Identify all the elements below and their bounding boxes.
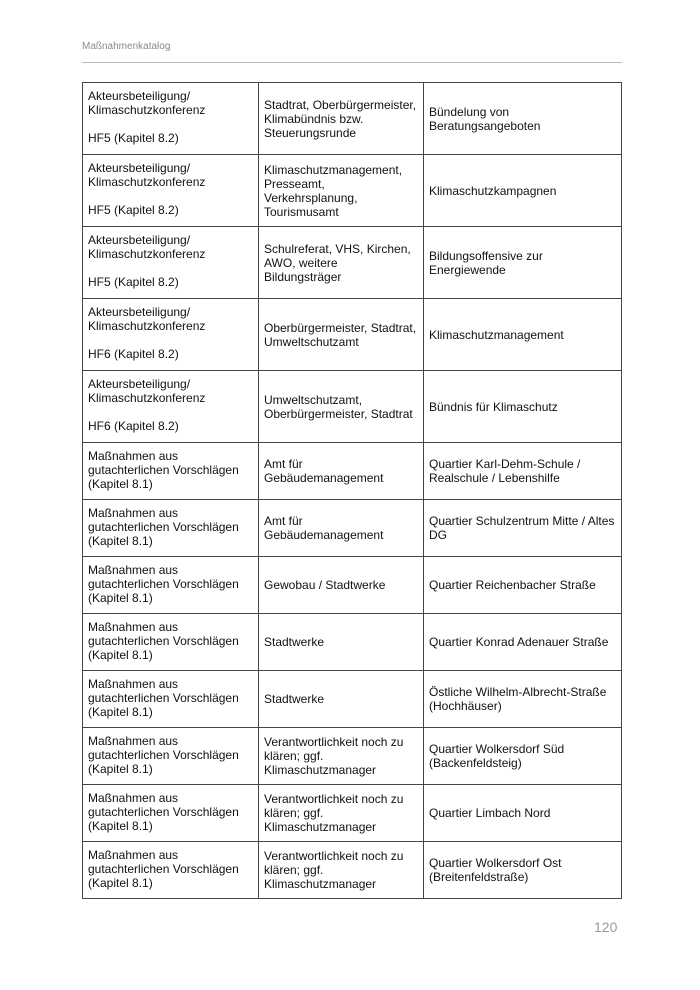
cell-measure: Bündelung von Beratungsangeboten xyxy=(424,83,622,155)
category-text: Akteursbeteiligung/ Klimaschutzkonferenz xyxy=(88,377,206,405)
cell-category xyxy=(83,83,259,155)
table-row xyxy=(83,557,622,614)
category-text: Akteursbeteiligung/ Klimaschutzkonferenz xyxy=(88,161,206,189)
cell-measure: Quartier Reichenbacher Straße xyxy=(424,557,622,614)
cell-category xyxy=(83,671,259,728)
table-row xyxy=(83,155,622,227)
page-number: 120 xyxy=(594,919,618,935)
category-text: Maßnahmen aus gutachterlichen Vorschlägen (Kapitel 8.1) xyxy=(88,734,239,776)
table-row xyxy=(83,614,622,671)
measures-table-body xyxy=(83,83,622,899)
table-row xyxy=(83,443,622,500)
cell-measure: Klimaschutzkampagnen xyxy=(424,155,622,227)
cell-responsible: Stadtwerke xyxy=(259,671,424,728)
category-reference: HF6 (Kapitel 8.2) xyxy=(88,347,179,361)
cell-category xyxy=(83,227,259,299)
cell-responsible: Gewobau / Stadtwerke xyxy=(259,557,424,614)
cell-responsible: Amt für Gebäudemanagement xyxy=(259,500,424,557)
table-row xyxy=(83,371,622,443)
cell-category xyxy=(83,557,259,614)
category-text: Maßnahmen aus gutachterlichen Vorschlägen (Kapitel 8.1) xyxy=(88,563,239,605)
cell-measure: Quartier Karl-Dehm-Schule / Realschule / Lebenshilfe xyxy=(424,443,622,500)
cell-category xyxy=(83,500,259,557)
cell-measure: Klimaschutzmanagement xyxy=(424,299,622,371)
measures-table xyxy=(82,82,622,899)
cell-category xyxy=(83,728,259,785)
category-text: Maßnahmen aus gutachterlichen Vorschlägen (Kapitel 8.1) xyxy=(88,791,239,833)
cell-category xyxy=(83,299,259,371)
category-text: Maßnahmen aus gutachterlichen Vorschlägen (Kapitel 8.1) xyxy=(88,848,239,890)
category-text: Maßnahmen aus gutachterlichen Vorschlägen (Kapitel 8.1) xyxy=(88,449,239,491)
cell-responsible: Oberbürgermeister, Stadtrat, Umweltschutzamt xyxy=(259,299,424,371)
category-reference: HF5 (Kapitel 8.2) xyxy=(88,275,179,289)
table-row xyxy=(83,728,622,785)
category-text: Maßnahmen aus gutachterlichen Vorschlägen (Kapitel 8.1) xyxy=(88,620,239,662)
cell-responsible: Amt für Gebäudemanagement xyxy=(259,443,424,500)
table-row xyxy=(83,671,622,728)
cell-category xyxy=(83,614,259,671)
cell-category xyxy=(83,155,259,227)
cell-responsible: Schulreferat, VHS, Kirchen, AWO, weitere Bildungsträger xyxy=(259,227,424,299)
cell-measure: Östliche Wilhelm-Albrecht-Straße (Hochhäuser) xyxy=(424,671,622,728)
cell-category xyxy=(83,842,259,899)
cell-responsible: Stadtwerke xyxy=(259,614,424,671)
cell-responsible: Klimaschutzmanagement, Presseamt, Verkehrsplanung, Tourismusamt xyxy=(259,155,424,227)
cell-measure: Quartier Schulzentrum Mitte / Altes DG xyxy=(424,500,622,557)
cell-responsible: Verantwortlichkeit noch zu klären; ggf. Klimaschutzmanager xyxy=(259,842,424,899)
cell-measure: Quartier Konrad Adenauer Straße xyxy=(424,614,622,671)
cell-category xyxy=(83,443,259,500)
cell-measure: Quartier Limbach Nord xyxy=(424,785,622,842)
table-row xyxy=(83,785,622,842)
table-row xyxy=(83,842,622,899)
category-text: Akteursbeteiligung/ Klimaschutzkonferenz xyxy=(88,233,206,261)
category-text: Maßnahmen aus gutachterlichen Vorschlägen (Kapitel 8.1) xyxy=(88,506,239,548)
cell-responsible: Verantwortlichkeit noch zu klären; ggf. Klimaschutzmanager xyxy=(259,728,424,785)
table-row xyxy=(83,227,622,299)
category-reference: HF5 (Kapitel 8.2) xyxy=(88,131,179,145)
table-row xyxy=(83,299,622,371)
category-text: Akteursbeteiligung/ Klimaschutzkonferenz xyxy=(88,89,206,117)
cell-category xyxy=(83,785,259,842)
category-reference: HF6 (Kapitel 8.2) xyxy=(88,419,179,433)
running-header: Maßnahmenkatalog xyxy=(82,41,171,52)
header-divider xyxy=(82,62,622,63)
cell-responsible: Verantwortlichkeit noch zu klären; ggf. Klimaschutzmanager xyxy=(259,785,424,842)
table-row xyxy=(83,500,622,557)
cell-category xyxy=(83,371,259,443)
category-text: Maßnahmen aus gutachterlichen Vorschlägen (Kapitel 8.1) xyxy=(88,677,239,719)
cell-responsible: Stadtrat, Oberbürgermeister, Klimabündnis bzw. Steuerungsrunde xyxy=(259,83,424,155)
cell-measure: Bildungsoffensive zur Energiewende xyxy=(424,227,622,299)
category-text: Akteursbeteiligung/ Klimaschutzkonferenz xyxy=(88,305,206,333)
cell-measure: Bündnis für Klimaschutz xyxy=(424,371,622,443)
category-reference: HF5 (Kapitel 8.2) xyxy=(88,203,179,217)
cell-responsible: Umweltschutzamt, Oberbürgermeister, Stadtrat xyxy=(259,371,424,443)
cell-measure: Quartier Wolkersdorf Ost (Breitenfeldstraße) xyxy=(424,842,622,899)
cell-measure: Quartier Wolkersdorf Süd (Backenfeldsteig) xyxy=(424,728,622,785)
table-row xyxy=(83,83,622,155)
